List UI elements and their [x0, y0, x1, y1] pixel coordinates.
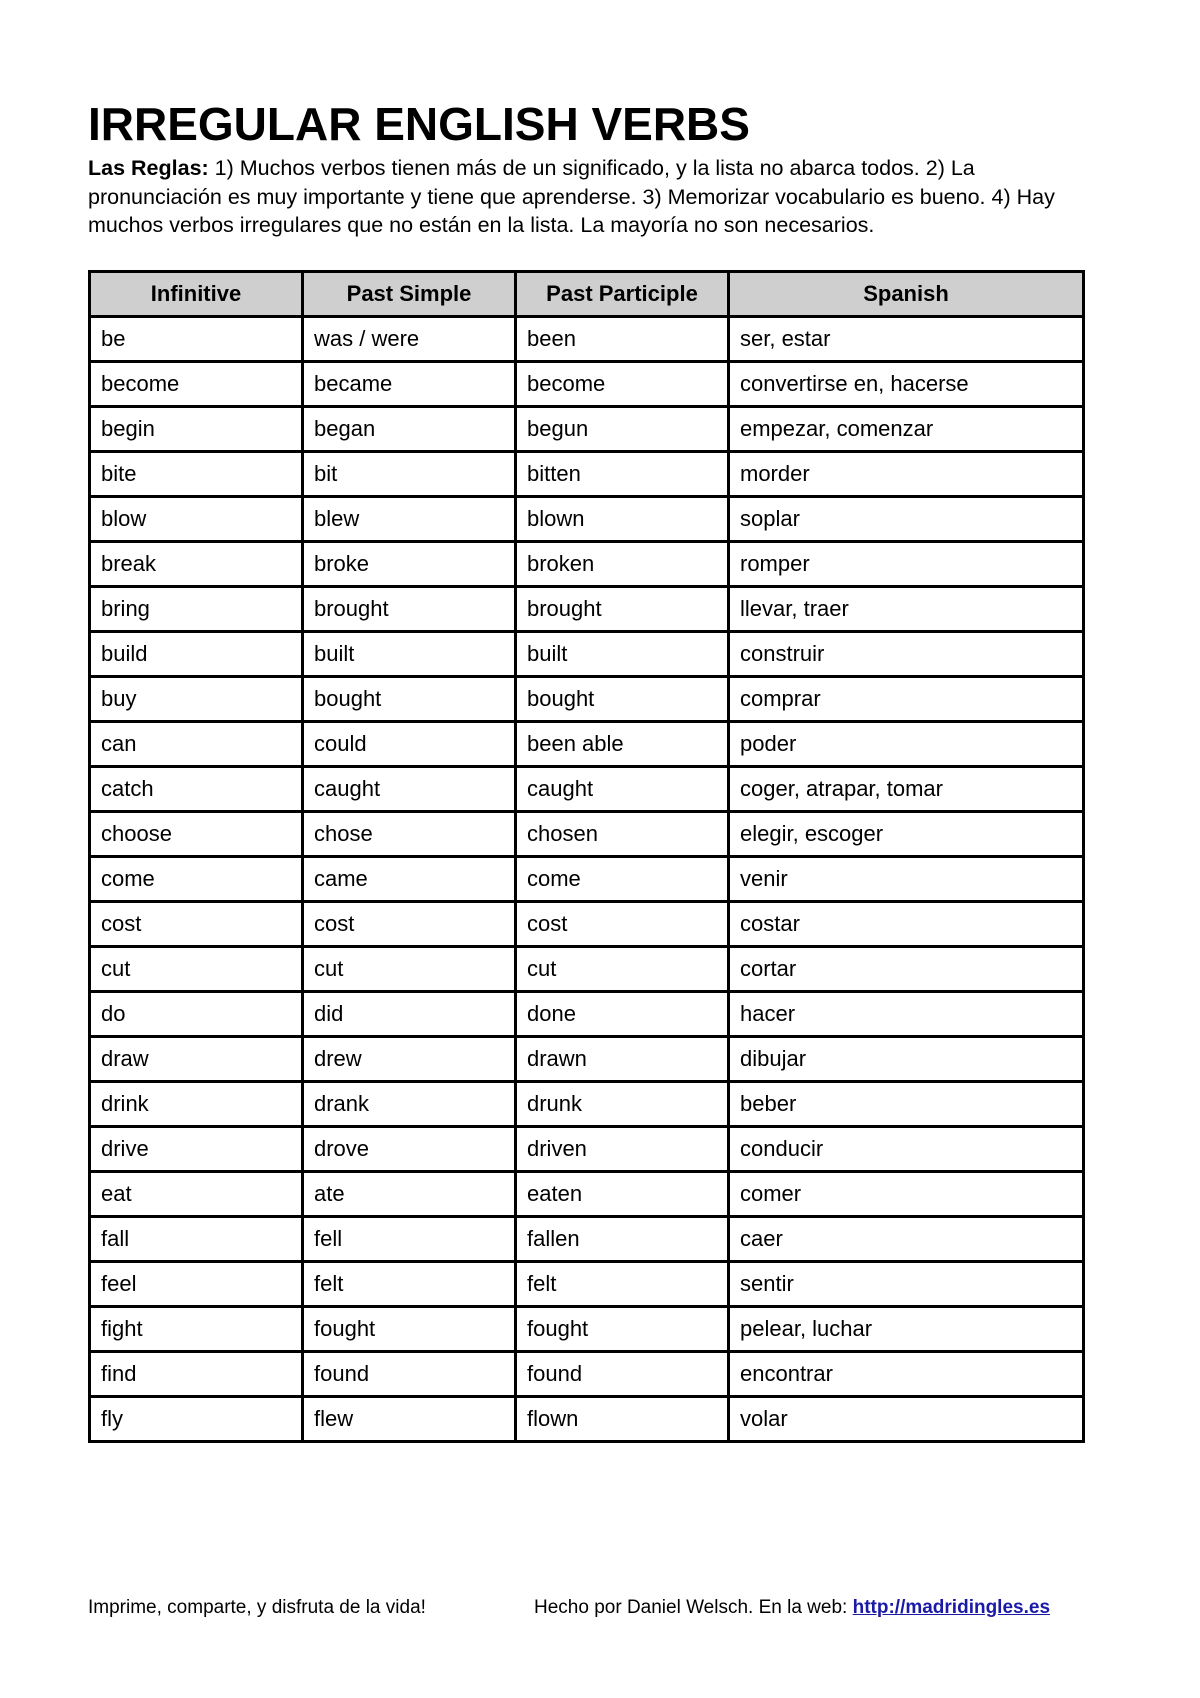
cell-past-participle: flown — [516, 1397, 729, 1442]
cell-infinitive: do — [90, 992, 303, 1037]
cell-past-simple: began — [303, 407, 516, 452]
table-row — [90, 767, 1084, 812]
cell-past-simple: caught — [303, 767, 516, 812]
cell-infinitive: build — [90, 632, 303, 677]
cell-spanish: construir — [729, 632, 1084, 677]
table-row — [90, 1262, 1084, 1307]
cell-past-simple: drove — [303, 1127, 516, 1172]
table-row — [90, 947, 1084, 992]
cell-past-participle: become — [516, 362, 729, 407]
cell-past-participle: cost — [516, 902, 729, 947]
cell-past-participle: cut — [516, 947, 729, 992]
cell-past-participle: fought — [516, 1307, 729, 1352]
table-row — [90, 1037, 1084, 1082]
cell-spanish: empezar, comenzar — [729, 407, 1084, 452]
header-spanish: Spanish — [729, 272, 1084, 317]
cell-past-simple: cut — [303, 947, 516, 992]
cell-infinitive: eat — [90, 1172, 303, 1217]
cell-infinitive: fall — [90, 1217, 303, 1262]
cell-past-participle: bitten — [516, 452, 729, 497]
cell-spanish: hacer — [729, 992, 1084, 1037]
cell-infinitive: blow — [90, 497, 303, 542]
cell-spanish: encontrar — [729, 1352, 1084, 1397]
cell-past-participle: blown — [516, 497, 729, 542]
cell-past-simple: built — [303, 632, 516, 677]
cell-past-simple: chose — [303, 812, 516, 857]
cell-spanish: romper — [729, 542, 1084, 587]
cell-past-participle: been able — [516, 722, 729, 767]
cell-past-participle: fallen — [516, 1217, 729, 1262]
table-row — [90, 587, 1084, 632]
cell-spanish: comer — [729, 1172, 1084, 1217]
cell-past-simple: bit — [303, 452, 516, 497]
cell-past-participle: chosen — [516, 812, 729, 857]
cell-infinitive: begin — [90, 407, 303, 452]
table-row — [90, 542, 1084, 587]
table-row — [90, 1397, 1084, 1442]
table-row — [90, 317, 1084, 362]
table-header-row — [90, 272, 1084, 317]
cell-past-simple: was / were — [303, 317, 516, 362]
cell-past-participle: begun — [516, 407, 729, 452]
cell-infinitive: become — [90, 362, 303, 407]
footer-credit — [534, 1596, 1050, 1620]
cell-past-simple: flew — [303, 1397, 516, 1442]
cell-infinitive: bite — [90, 452, 303, 497]
cell-past-simple: fell — [303, 1217, 516, 1262]
cell-past-participle: bought — [516, 677, 729, 722]
cell-infinitive: buy — [90, 677, 303, 722]
table-row — [90, 407, 1084, 452]
cell-infinitive: cost — [90, 902, 303, 947]
cell-past-participle: brought — [516, 587, 729, 632]
cell-infinitive: drink — [90, 1082, 303, 1127]
cell-infinitive: fly — [90, 1397, 303, 1442]
cell-past-participle: felt — [516, 1262, 729, 1307]
cell-spanish: convertirse en, hacerse — [729, 362, 1084, 407]
table-row — [90, 452, 1084, 497]
cell-infinitive: find — [90, 1352, 303, 1397]
cell-spanish: elegir, escoger — [729, 812, 1084, 857]
cell-spanish: soplar — [729, 497, 1084, 542]
cell-spanish: volar — [729, 1397, 1084, 1442]
table-row — [90, 812, 1084, 857]
cell-spanish: conducir — [729, 1127, 1084, 1172]
cell-past-simple: felt — [303, 1262, 516, 1307]
cell-spanish: pelear, luchar — [729, 1307, 1084, 1352]
cell-infinitive: break — [90, 542, 303, 587]
cell-past-simple: blew — [303, 497, 516, 542]
cell-infinitive: bring — [90, 587, 303, 632]
rules-label: Las Reglas: — [88, 156, 209, 180]
cell-spanish: venir — [729, 857, 1084, 902]
cell-past-simple: brought — [303, 587, 516, 632]
header-infinitive: Infinitive — [90, 272, 303, 317]
cell-spanish: caer — [729, 1217, 1084, 1262]
cell-past-participle: come — [516, 857, 729, 902]
cell-spanish: beber — [729, 1082, 1084, 1127]
cell-spanish: costar — [729, 902, 1084, 947]
rules-paragraph — [88, 154, 1108, 240]
table-row — [90, 1307, 1084, 1352]
footer-credit-text: Hecho por Daniel Welsch. En la web: — [534, 1597, 853, 1618]
cell-past-participle: driven — [516, 1127, 729, 1172]
cell-past-participle: drawn — [516, 1037, 729, 1082]
cell-past-participle: drunk — [516, 1082, 729, 1127]
cell-spanish: poder — [729, 722, 1084, 767]
cell-past-simple: could — [303, 722, 516, 767]
cell-past-participle: been — [516, 317, 729, 362]
cell-infinitive: can — [90, 722, 303, 767]
cell-past-simple: came — [303, 857, 516, 902]
cell-past-participle: caught — [516, 767, 729, 812]
cell-infinitive: catch — [90, 767, 303, 812]
cell-past-participle: done — [516, 992, 729, 1037]
table-row — [90, 992, 1084, 1037]
website-link[interactable]: http://madridingles.es — [852, 1597, 1051, 1618]
irregular-verbs-table — [88, 270, 1085, 1443]
cell-past-participle: built — [516, 632, 729, 677]
cell-spanish: dibujar — [729, 1037, 1084, 1082]
cell-past-participle: found — [516, 1352, 729, 1397]
cell-infinitive: come — [90, 857, 303, 902]
cell-infinitive: choose — [90, 812, 303, 857]
cell-spanish: sentir — [729, 1262, 1084, 1307]
table-row — [90, 497, 1084, 542]
table-row — [90, 1082, 1084, 1127]
cell-past-simple: cost — [303, 902, 516, 947]
footer-tagline: Imprime, comparte, y disfruta de la vida! — [88, 1597, 426, 1618]
table-row — [90, 1127, 1084, 1172]
header-past-simple: Past Simple — [303, 272, 516, 317]
document-page — [88, 98, 1088, 1431]
cell-past-simple: bought — [303, 677, 516, 722]
cell-past-simple: drew — [303, 1037, 516, 1082]
table-row — [90, 1352, 1084, 1397]
cell-past-simple: ate — [303, 1172, 516, 1217]
table-row — [90, 722, 1084, 767]
cell-spanish: ser, estar — [729, 317, 1084, 362]
cell-past-simple: broke — [303, 542, 516, 587]
table-body — [90, 317, 1084, 1442]
cell-past-simple: became — [303, 362, 516, 407]
page-title: IRREGULAR ENGLISH VERBS — [88, 98, 750, 150]
cell-past-participle: broken — [516, 542, 729, 587]
cell-past-simple: did — [303, 992, 516, 1037]
table-row — [90, 857, 1084, 902]
cell-past-simple: fought — [303, 1307, 516, 1352]
cell-spanish: coger, atrapar, tomar — [729, 767, 1084, 812]
cell-past-simple: drank — [303, 1082, 516, 1127]
cell-infinitive: feel — [90, 1262, 303, 1307]
table-row — [90, 677, 1084, 722]
header-past-participle: Past Participle — [516, 272, 729, 317]
table-row — [90, 362, 1084, 407]
cell-spanish: comprar — [729, 677, 1084, 722]
cell-past-participle: eaten — [516, 1172, 729, 1217]
rules-text: 1) Muchos verbos tienen más de un significado, y la lista no abarca todos. 2) La pronunciación es muy importante y tiene que aprenderse. 3) Memorizar vocabulario es bueno. 4) Hay muchos verbos irregulares que no están en la lista. La mayoría no son necesarios. — [88, 156, 1055, 237]
table-row — [90, 632, 1084, 677]
cell-past-simple: found — [303, 1352, 516, 1397]
cell-infinitive: drive — [90, 1127, 303, 1172]
table-row — [90, 1172, 1084, 1217]
cell-infinitive: fight — [90, 1307, 303, 1352]
cell-infinitive: cut — [90, 947, 303, 992]
table-row — [90, 902, 1084, 947]
cell-infinitive: be — [90, 317, 303, 362]
cell-spanish: cortar — [729, 947, 1084, 992]
cell-spanish: llevar, traer — [729, 587, 1084, 632]
cell-infinitive: draw — [90, 1037, 303, 1082]
cell-spanish: morder — [729, 452, 1084, 497]
table-row — [90, 1217, 1084, 1262]
